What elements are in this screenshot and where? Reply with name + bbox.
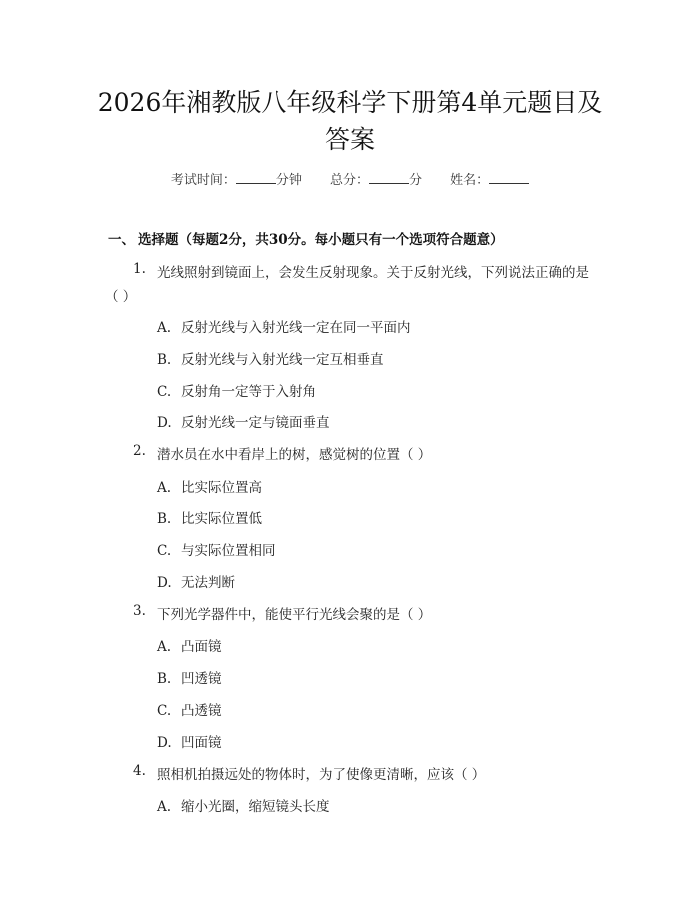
- score-label: 总分：: [329, 173, 369, 188]
- time-unit: 分钟: [275, 173, 302, 188]
- exam-score: [330, 173, 422, 188]
- option-text: 比实际位置高: [181, 480, 262, 496]
- name-label: 姓名：: [450, 173, 490, 188]
- option-label: B.: [157, 352, 172, 368]
- question-text: 潜水员在水中看岸上的树，感觉树的位置（ ）: [157, 447, 432, 463]
- section-heading: [108, 228, 504, 248]
- option-label: D.: [157, 415, 172, 431]
- option-2d: [157, 571, 235, 591]
- option-label: A.: [157, 320, 172, 336]
- question-2: [133, 443, 432, 463]
- question-number: 4.: [133, 763, 146, 779]
- option-3a: [157, 635, 222, 655]
- option-3b: [157, 667, 222, 687]
- option-label: C.: [157, 384, 172, 400]
- option-1c: [157, 380, 316, 400]
- option-text: 反射光线一定与镜面垂直: [181, 415, 330, 431]
- question-text: 光线照射到镜面上，会发生反射现象。关于反射光线，下列说法正确的是: [157, 265, 589, 281]
- option-4a: [157, 795, 330, 815]
- document-title: 2026年湘教版八年级科学下册第4单元题目及答案: [97, 88, 603, 154]
- option-label: D.: [157, 735, 172, 751]
- option-text: 凸面镜: [181, 639, 222, 655]
- exam-meta: [0, 169, 700, 188]
- exam-name: [450, 173, 529, 188]
- question-4: [133, 763, 486, 783]
- option-label: A.: [157, 639, 172, 655]
- option-2c: [157, 539, 276, 559]
- option-3c: [157, 699, 222, 719]
- option-label: A.: [157, 799, 172, 815]
- option-3d: [157, 731, 222, 751]
- option-text: 反射角一定等于入射角: [181, 384, 316, 400]
- option-text: 比实际位置低: [181, 511, 262, 527]
- option-1a: [157, 316, 411, 336]
- question-number: 2.: [133, 443, 146, 459]
- option-text: 与实际位置相同: [181, 543, 276, 559]
- option-text: 反射光线与入射光线一定在同一平面内: [181, 320, 411, 336]
- option-label: B.: [157, 671, 172, 687]
- question-3: [133, 603, 432, 623]
- option-2a: [157, 476, 262, 496]
- option-label: A.: [157, 480, 172, 496]
- time-label: 考试时间：: [170, 173, 236, 188]
- option-text: 反射光线与入射光线一定互相垂直: [181, 352, 384, 368]
- question-1-continuation: （ ）: [105, 289, 137, 305]
- score-unit: 分: [409, 173, 423, 188]
- option-text: 凹透镜: [181, 671, 222, 687]
- option-1d: [157, 411, 330, 431]
- option-label: C.: [157, 543, 172, 559]
- option-text: 无法判断: [181, 575, 235, 591]
- option-text: 缩小光圈，缩短镜头长度: [181, 799, 330, 815]
- option-text: 凹面镜: [181, 735, 222, 751]
- option-text: 凸透镜: [181, 703, 222, 719]
- option-2b: [157, 507, 262, 527]
- name-blank: [489, 172, 529, 184]
- question-text: 下列光学器件中，能使平行光线会聚的是（ ）: [157, 607, 432, 623]
- section-title: 选择题（每题2分，共30分。每小题只有一个选项符合题意）: [138, 232, 504, 248]
- option-label: C.: [157, 703, 172, 719]
- option-label: D.: [157, 575, 172, 591]
- question-text: 照相机拍摄远处的物体时，为了使像更清晰，应该（ ）: [157, 767, 486, 783]
- option-label: B.: [157, 511, 172, 527]
- question-number: 3.: [133, 603, 146, 619]
- option-1b: [157, 348, 384, 368]
- exam-time: [171, 173, 302, 188]
- question-1: [133, 261, 597, 281]
- time-blank: [236, 172, 276, 184]
- question-number: 1.: [133, 261, 146, 277]
- section-number: 一、: [108, 232, 135, 248]
- score-blank: [369, 172, 409, 184]
